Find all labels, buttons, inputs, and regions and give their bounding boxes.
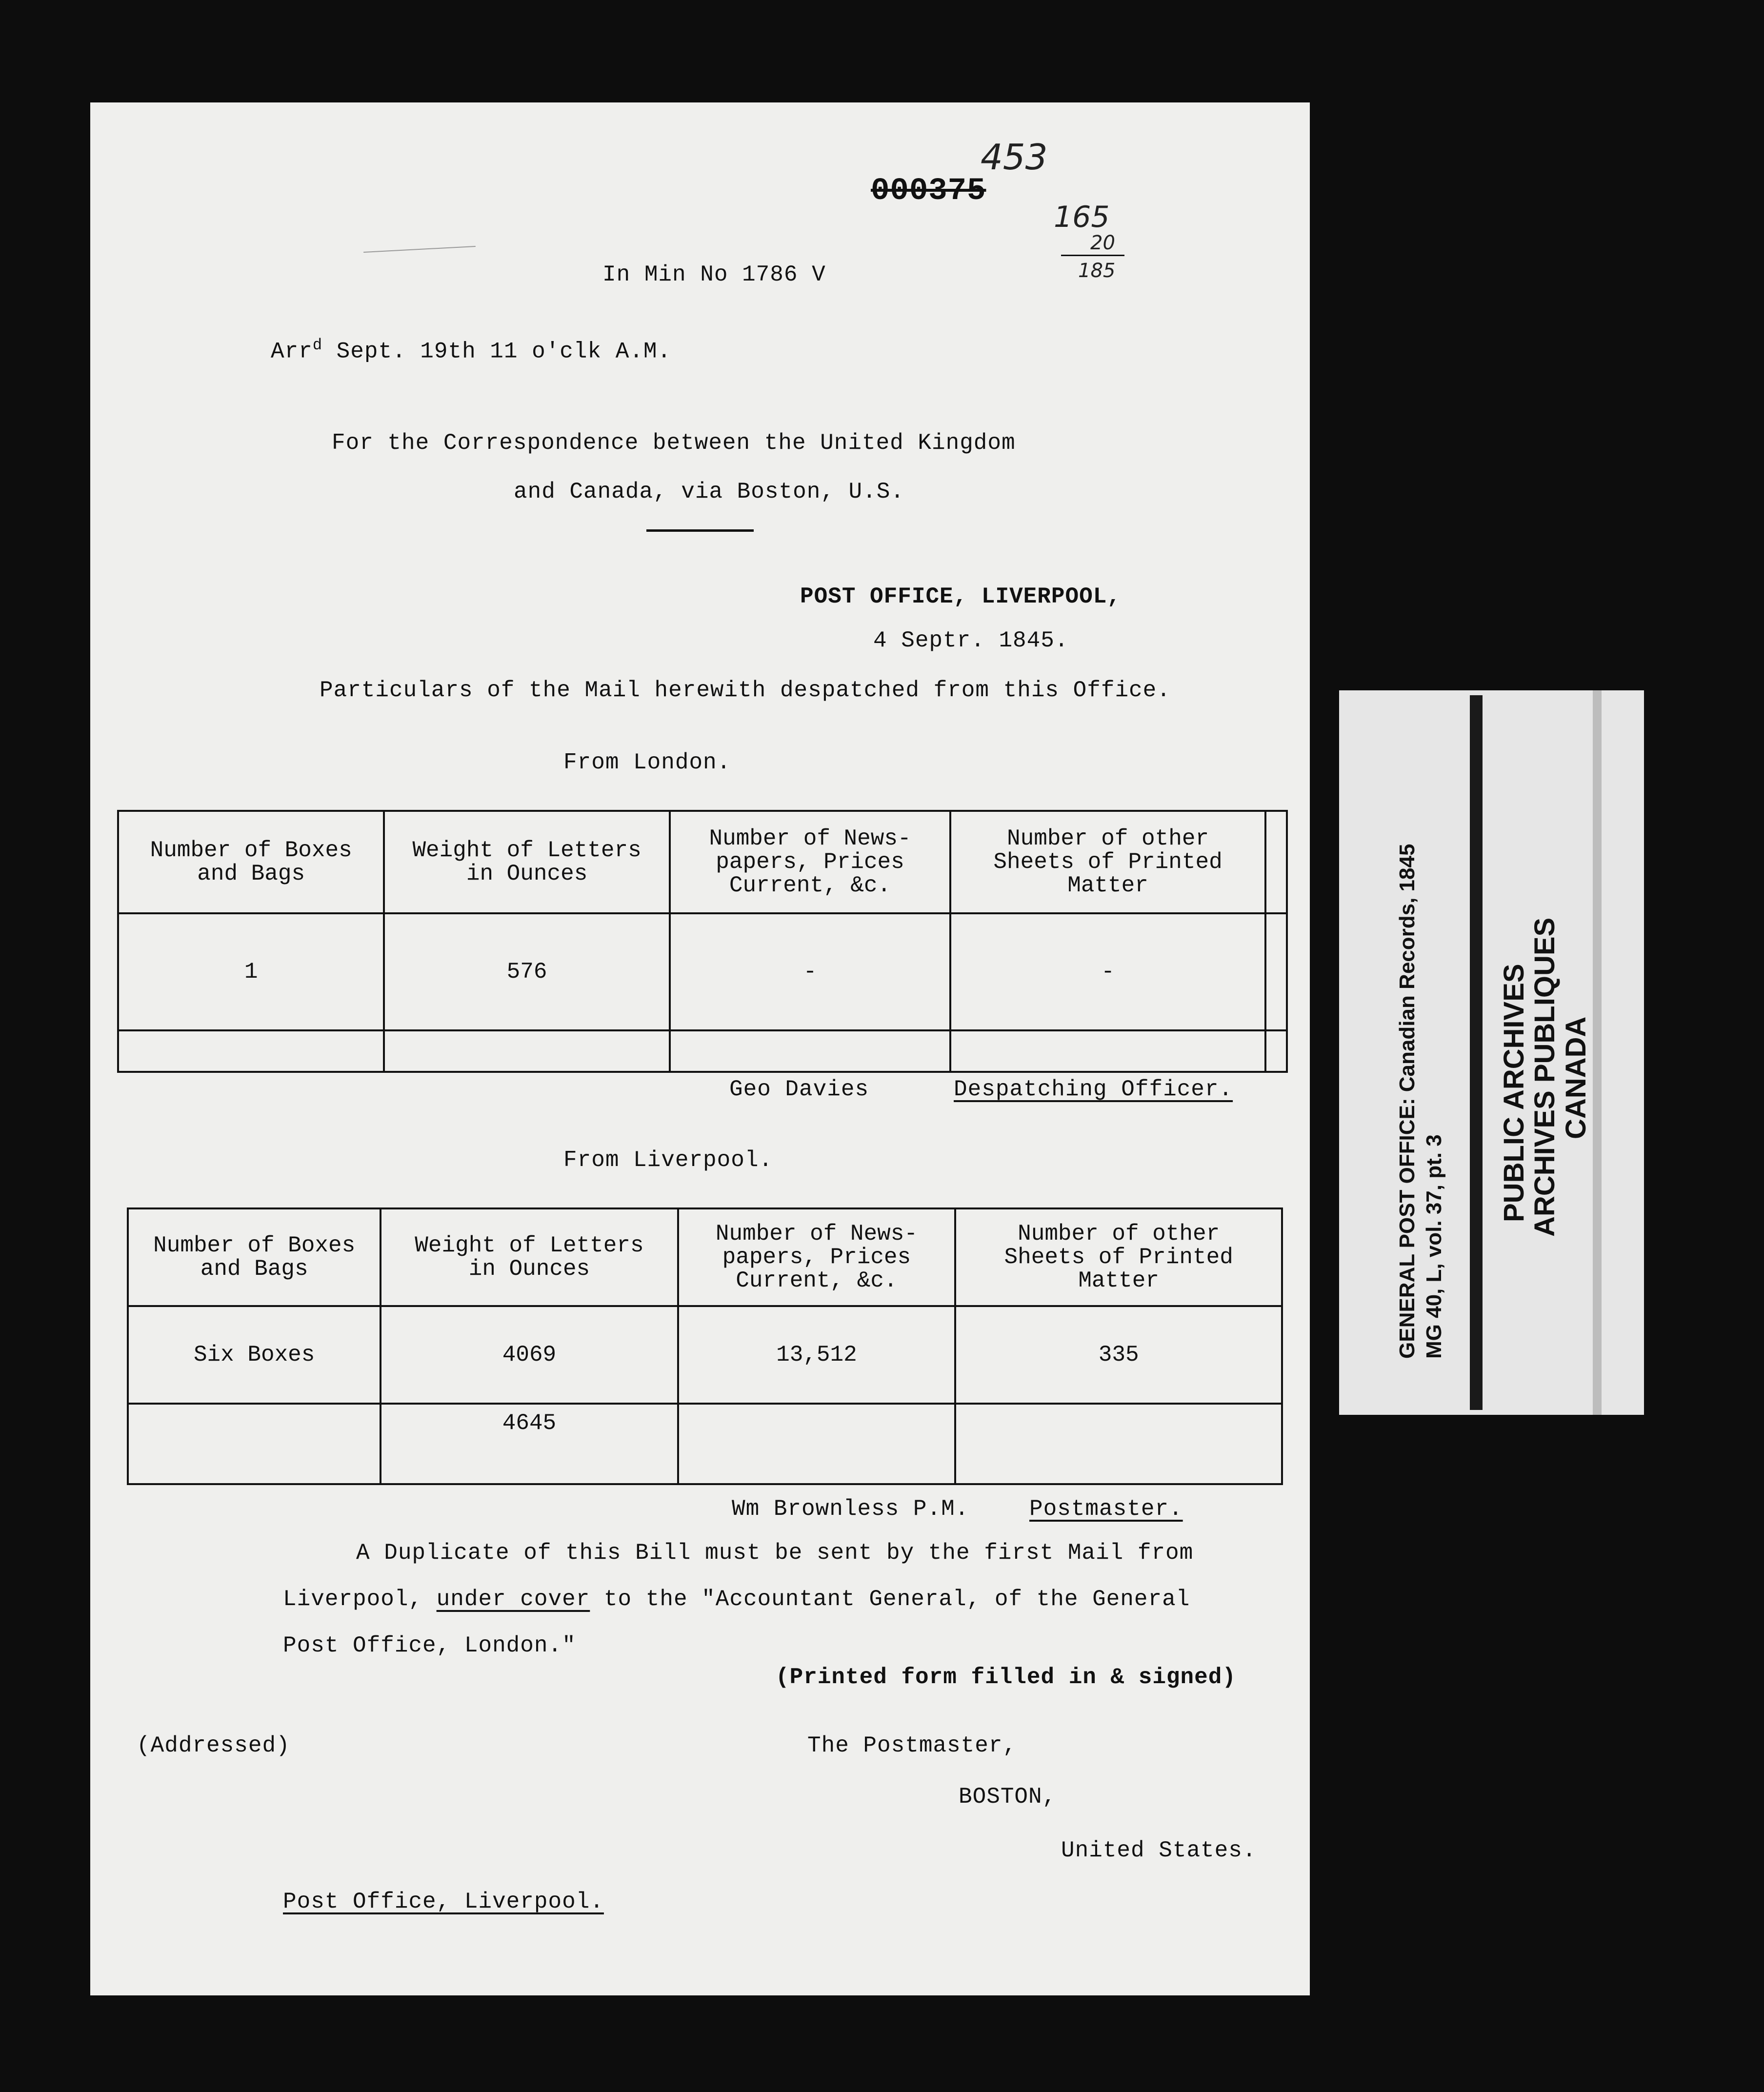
tab-divider [1470, 695, 1483, 1410]
note-line-2 [283, 1588, 1190, 1610]
table-cell: 4645 [381, 1404, 678, 1484]
address-line-1: The Postmaster, [807, 1733, 1017, 1758]
table-margin-cell [1265, 811, 1287, 913]
table-cell [128, 1404, 381, 1484]
table-cell [950, 1030, 1265, 1072]
table-cell: - [950, 913, 1265, 1030]
address-line-3: United States. [1061, 1838, 1257, 1863]
folio-number-handwritten: 453 [981, 137, 1048, 178]
particulars-line: Particulars of the Mail herewith despatched from this Office. [320, 678, 1171, 703]
archive-reference-tab [1339, 690, 1644, 1415]
note-line-2-start: Liverpool, [283, 1587, 437, 1612]
london-mail-table [117, 810, 1288, 1073]
tab-edge-shadow [1593, 690, 1602, 1415]
archive-stamp-line-3: CANADA [1560, 1016, 1592, 1139]
table-margin-cell [1265, 913, 1287, 1030]
address-line-2: BOSTON, [959, 1784, 1057, 1810]
column-header: Number of News- papers, Prices Current, &c. [670, 811, 950, 913]
table-row [118, 1030, 1287, 1072]
margin-calc-1: 165 [1054, 200, 1110, 234]
column-header: Weight of Letters in Ounces [381, 1208, 678, 1306]
table-cell: 576 [384, 913, 669, 1030]
note-line-1: A Duplicate of this Bill must be sent by the first Mail from [356, 1540, 1194, 1566]
margin-calc-rule [1061, 255, 1124, 256]
column-header: Number of other Sheets of Printed Matter [955, 1208, 1282, 1306]
table-cell [384, 1030, 669, 1072]
liverpool-heading: From Liverpool. [563, 1147, 773, 1173]
table-cell [955, 1404, 1282, 1484]
table-cell: 1 [118, 913, 384, 1030]
column-header: Weight of Letters in Ounces [384, 811, 669, 913]
folio-number-stamped: 000375 [871, 174, 986, 209]
london-signer-title: Despatching Officer. [954, 1077, 1233, 1102]
column-header: Number of News- papers, Prices Current, &c. [678, 1208, 956, 1306]
title-line-1: For the Correspondence between the United Kingdom [332, 430, 1016, 456]
table-cell [118, 1030, 384, 1072]
table-row [128, 1404, 1282, 1484]
london-heading: From London. [563, 750, 731, 775]
margin-calc-3: 185 [1078, 260, 1116, 282]
liverpool-signer: Wm Brownless P.M. [732, 1496, 969, 1522]
table-cell: 13,512 [678, 1306, 956, 1404]
column-header: Number of Boxes and Bags [128, 1208, 381, 1306]
table-header-row [118, 811, 1287, 913]
note-line-3: Post Office, London." [283, 1633, 576, 1658]
liverpool-mail-table [127, 1207, 1283, 1485]
table-cell [678, 1404, 956, 1484]
table-row [128, 1306, 1282, 1404]
printed-form-note: (Printed form filled in & signed) [776, 1665, 1236, 1690]
column-header: Number of other Sheets of Printed Matter [950, 811, 1265, 913]
sender-office: Post Office, Liverpool. [283, 1889, 604, 1914]
arrival-prefix: Arr [271, 339, 313, 364]
table-cell [670, 1030, 950, 1072]
office-name: POST OFFICE, LIVERPOOL, [800, 584, 1121, 609]
title-line-2: and Canada, via Boston, U.S. [514, 479, 904, 504]
document-page [90, 102, 1310, 1995]
table-cell: - [670, 913, 950, 1030]
table-margin-cell [1265, 1030, 1287, 1072]
margin-calc-2: 20 [1090, 232, 1115, 254]
arrival-detail: Sept. 19th 11 o'clk A.M. [322, 339, 672, 364]
table-row [118, 913, 1287, 1030]
addressed-label: (Addressed) [137, 1733, 290, 1758]
table-header-row [128, 1208, 1282, 1306]
archive-source-line-1: GENERAL POST OFFICE: Canadian Records, 1845 [1395, 844, 1419, 1359]
table-cell: 335 [955, 1306, 1282, 1404]
note-line-2-end: to the "Accountant General, of the General [590, 1587, 1190, 1612]
minute-reference: In Min No 1786 V [602, 262, 826, 287]
note-underlined-phrase: under cover [436, 1587, 590, 1612]
archive-stamp-line-1: PUBLIC ARCHIVES [1498, 964, 1530, 1222]
archive-stamp-line-2: ARCHIVES PUBLIQUES [1529, 917, 1561, 1237]
despatch-date: 4 Septr. 1845. [873, 628, 1069, 653]
title-divider [646, 529, 754, 532]
arrival-superscript: d [312, 336, 323, 354]
london-signer: Geo Davies [729, 1077, 869, 1102]
arrival-line [271, 338, 671, 362]
archive-source-line-2: MG 40, L, vol. 37, pt. 3 [1422, 1134, 1446, 1359]
liverpool-signer-title: Postmaster. [1029, 1496, 1183, 1522]
stray-pencil-line [363, 246, 476, 253]
column-header: Number of Boxes and Bags [118, 811, 384, 913]
table-cell: 4069 [381, 1306, 678, 1404]
table-cell: Six Boxes [128, 1306, 381, 1404]
